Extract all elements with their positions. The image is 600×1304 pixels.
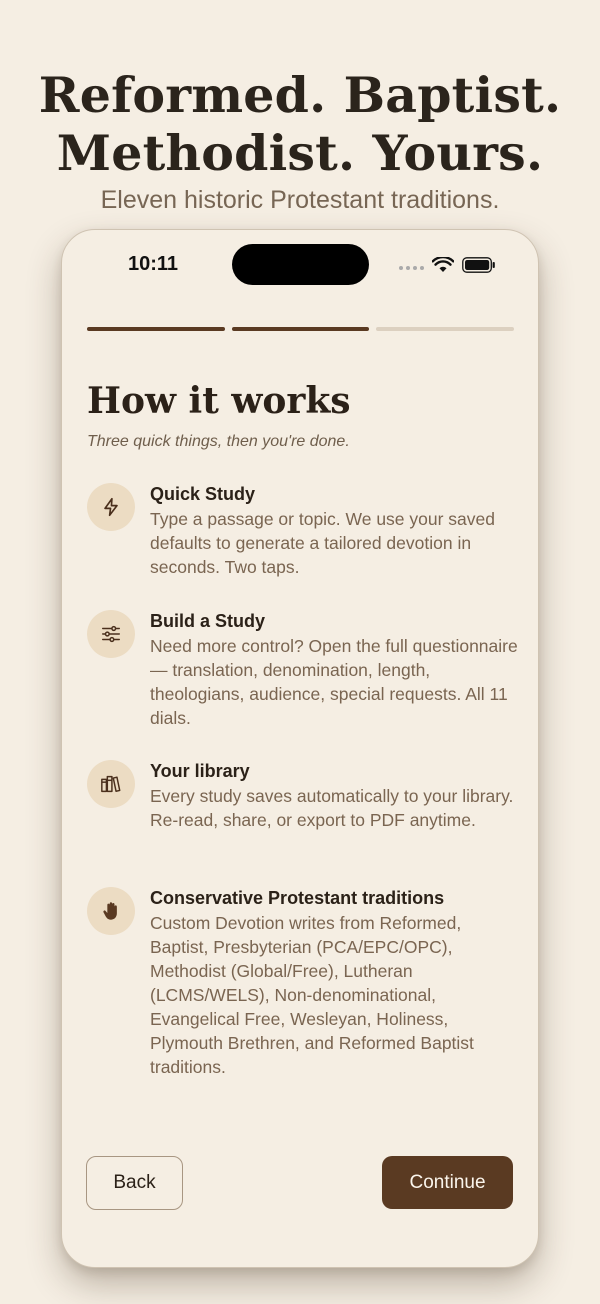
feature-icon-circle	[87, 887, 135, 935]
hero-title-line2: Methodist. Yours.	[56, 124, 544, 182]
continue-button[interactable]: Continue	[382, 1156, 513, 1209]
hero-subtitle: Eleven historic Protestant traditions.	[100, 186, 500, 214]
hero-title-line1: Reformed. Baptist.	[38, 66, 562, 124]
books-icon	[100, 773, 122, 795]
sliders-icon	[100, 623, 122, 645]
wifi-icon	[432, 257, 454, 273]
raised-hand-icon	[100, 900, 122, 922]
battery-icon	[462, 257, 496, 273]
feature-icon-circle	[87, 610, 135, 658]
section-subtitle: Three quick things, then you're done.	[87, 433, 350, 450]
lightning-icon	[100, 496, 122, 518]
back-button[interactable]: Back	[86, 1156, 183, 1210]
signal-dots-icon	[399, 266, 424, 270]
status-icons	[399, 255, 496, 275]
status-time: 10:11	[128, 253, 179, 275]
hero-title	[0, 66, 600, 182]
section-title: How it works	[87, 380, 351, 422]
phone-frame	[61, 229, 539, 1268]
feature-description: Custom Devotion writes from Reformed, Baptist, Presbyterian (PCA/EPC/OPC), Methodist (Global/Free), Lutheran (LCMS/WELS), Non-denominational, Evangelical Free, Wesleyan, Holiness, Plymouth Brethren, and Reformed Baptist traditions.	[150, 913, 474, 1077]
feature-title: Conservative Protestant traditions	[150, 888, 445, 908]
progress-step-1	[87, 327, 225, 331]
feature-title: Your library	[150, 761, 250, 781]
feature-description: Type a passage or topic. We use your saved defaults to generate a tailored devotion in seconds. Two taps.	[150, 509, 496, 577]
feature-description: Need more control? Open the full questionnaire — translation, denomination, length, theologians, audience, special requests. All 11 dials.	[150, 636, 518, 728]
progress-step-2	[232, 327, 370, 331]
progress-step-3	[376, 327, 514, 331]
dynamic-island	[232, 244, 369, 285]
feature-icon-circle	[87, 760, 135, 808]
feature-title: Build a Study	[150, 611, 266, 631]
feature-title: Quick Study	[150, 484, 256, 504]
progress-indicator	[87, 327, 514, 331]
feature-description: Every study saves automatically to your library. Re-read, share, or export to PDF anytime.	[150, 786, 514, 830]
feature-icon-circle	[87, 483, 135, 531]
